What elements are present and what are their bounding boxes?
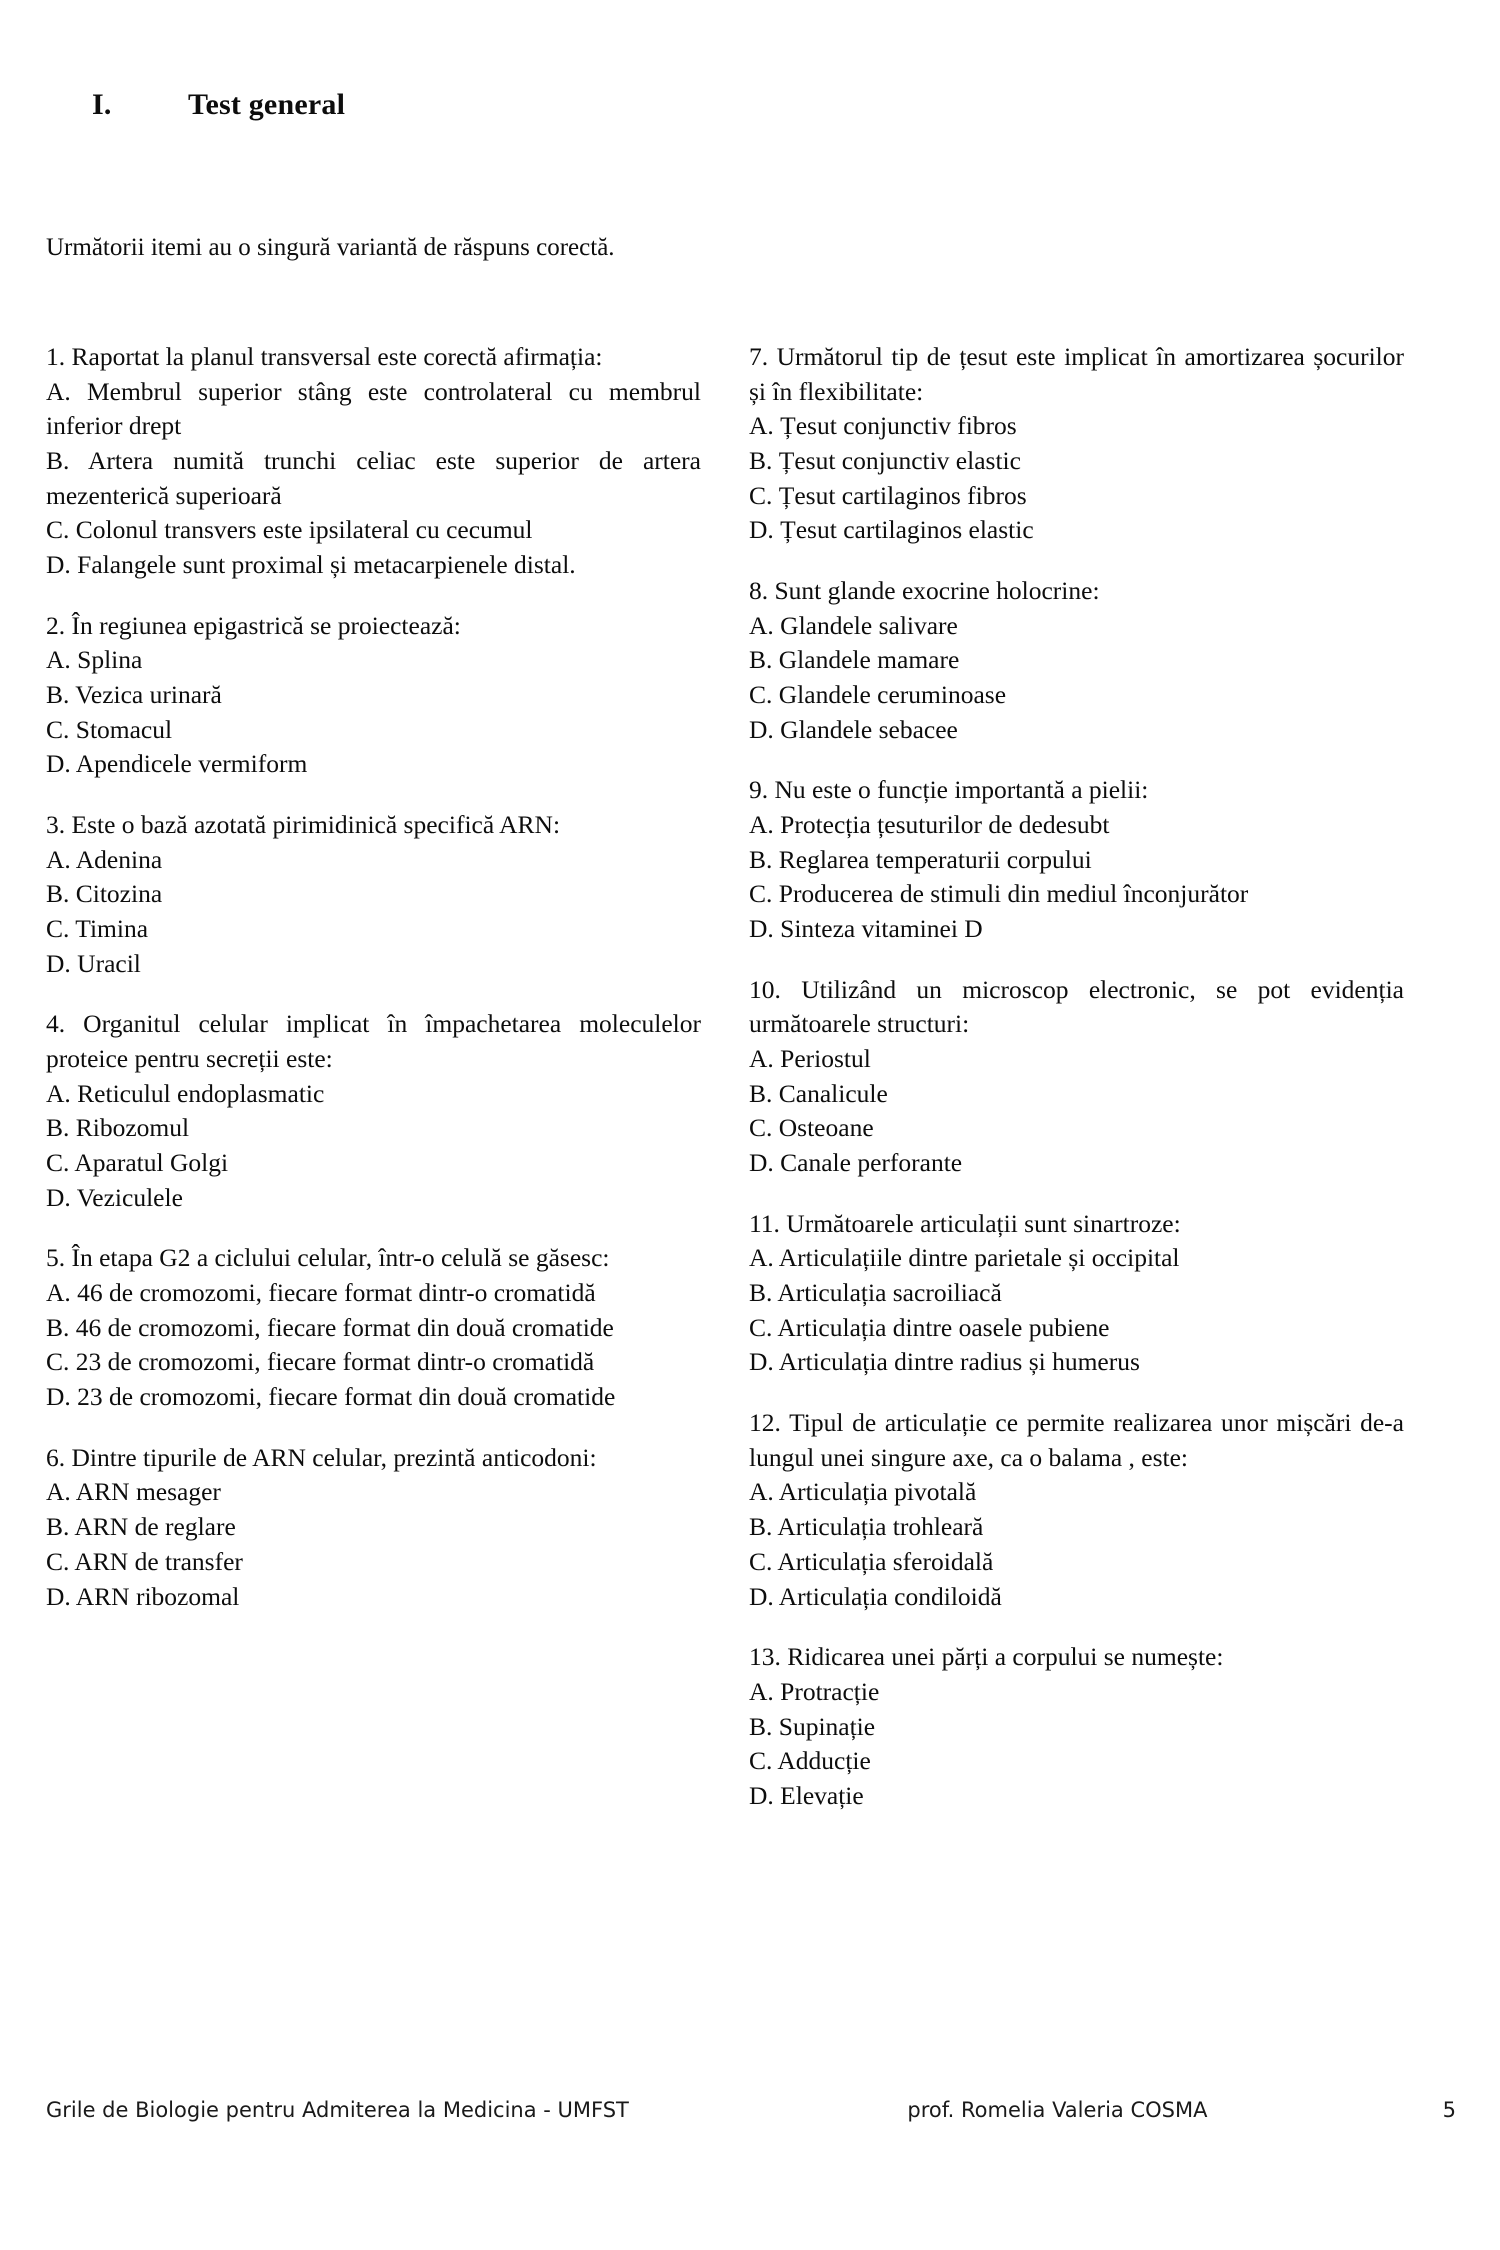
question-option: C. Producerea de stimuli din mediul înconjurător xyxy=(749,879,1249,909)
question-block xyxy=(46,808,701,981)
question-stem: 8. Sunt glande exocrine holocrine: xyxy=(749,576,1100,606)
question-block xyxy=(749,1207,1404,1380)
column-left xyxy=(46,340,701,1840)
question-block xyxy=(749,340,1404,548)
question-option: B. Canalicule xyxy=(749,1078,888,1108)
question-option: B. 46 de cromozomi, fiecare format din două cromatide xyxy=(46,1312,614,1342)
question-option: C. Colonul transvers este ipsilateral cu cecumul xyxy=(46,515,533,545)
question-option: D. ARN ribozomal xyxy=(46,1581,240,1611)
question-option: B. Supinație xyxy=(749,1711,876,1741)
question-option: D. Glandele sebacee xyxy=(749,714,958,744)
question-option: A. ARN mesager xyxy=(46,1477,221,1507)
question-stem: 5. În etapa G2 a ciclului celular, într-o celulă se găsesc: xyxy=(46,1243,610,1273)
question-option: D. Apendicele vermiform xyxy=(46,749,308,779)
footer-page-number: 5 xyxy=(1442,2098,1456,2122)
question-option: C. Articulația sferoidală xyxy=(749,1546,994,1576)
question-block xyxy=(46,1241,701,1414)
question-stem: 6. Dintre tipurile de ARN celular, prezintă anticodoni: xyxy=(46,1442,597,1472)
question-option: C. Stomacul xyxy=(46,714,173,744)
question-option: A. Adenina xyxy=(46,844,163,874)
section-heading xyxy=(92,88,992,122)
question-option: A. Protecția țesuturilor de dedesubt xyxy=(749,810,1110,840)
question-option: D. Uracil xyxy=(46,948,141,978)
column-right xyxy=(749,340,1404,1840)
question-option: A. Țesut conjunctiv fibros xyxy=(749,411,1017,441)
question-option: B. Glandele mamare xyxy=(749,645,960,675)
question-option: A. Reticulul endoplasmatic xyxy=(46,1078,325,1108)
instructions-text: Următorii itemi au o singură variantă de răspuns corectă. xyxy=(46,234,615,261)
question-option: A. Splina xyxy=(46,645,143,675)
question-stem: 7. Următorul tip de țesut este implicat în amortizarea șocurilor și în flexibilitate: xyxy=(749,342,1404,406)
question-option: A. Protracție xyxy=(749,1676,880,1706)
question-option: D. Elevație xyxy=(749,1780,864,1810)
question-option: A. Articulațiile dintre parietale și occipital xyxy=(749,1243,1180,1273)
footer-left-text: Grile de Biologie pentru Admiterea la Medicina - UMFST xyxy=(46,2098,629,2122)
question-option: C. Timina xyxy=(46,914,149,944)
question-stem: 2. În regiunea epigastrică se proiectează: xyxy=(46,610,461,640)
question-block xyxy=(749,773,1404,946)
question-option: A. Membrul superior stâng este controlateral cu membrul inferior drept xyxy=(46,376,701,441)
question-option: D. Veziculele xyxy=(46,1182,183,1212)
question-option: C. Țesut cartilaginos fibros xyxy=(749,480,1027,510)
question-option: C. Osteoane xyxy=(749,1113,874,1143)
question-option: C. Articulația dintre oasele pubiene xyxy=(749,1312,1110,1342)
question-option: B. ARN de reglare xyxy=(46,1512,236,1542)
footer-author: prof. Romelia Valeria COSMA xyxy=(907,2098,1208,2122)
question-option: B. Ribozomul xyxy=(46,1113,190,1143)
question-option: D. Falangele sunt proximal și metacarpienele distal. xyxy=(46,550,576,580)
question-block xyxy=(749,574,1404,747)
question-stem: 10. Utilizând un microscop electronic, se pot evidenția următoarele structuri: xyxy=(749,974,1404,1039)
question-option: A. Articulația pivotală xyxy=(749,1477,977,1507)
question-option: D. Articulația dintre radius și humerus xyxy=(749,1347,1140,1377)
section-title: Test general xyxy=(188,88,346,121)
question-option: D. 23 de cromozomi, fiecare format din două cromatide xyxy=(46,1382,616,1412)
question-stem: 12. Tipul de articulație ce permite realizarea unor mișcări de-a lungul unei singure axe, ca o balama , este: xyxy=(749,1408,1404,1472)
question-stem: 3. Este o bază azotată pirimidinică specifică ARN: xyxy=(46,810,561,840)
section-number: I. xyxy=(92,88,112,121)
question-option: B. Articulația trohleară xyxy=(749,1512,984,1542)
question-block xyxy=(46,1441,701,1614)
question-stem: 11. Următoarele articulații sunt sinartroze: xyxy=(749,1208,1181,1238)
question-block xyxy=(749,973,1404,1181)
question-block xyxy=(46,609,701,782)
question-option: B. Articulația sacroiliacă xyxy=(749,1278,1002,1308)
question-option: C. 23 de cromozomi, fiecare format dintr-o cromatidă xyxy=(46,1347,595,1377)
question-option: A. Glandele salivare xyxy=(749,610,958,640)
question-stem: 1. Raportat la planul transversal este corectă afirmația: xyxy=(46,342,603,371)
question-columns xyxy=(46,340,1456,1840)
question-option: D. Țesut cartilaginos elastic xyxy=(749,515,1034,545)
question-option: D. Sinteza vitaminei D xyxy=(749,914,983,944)
question-block xyxy=(749,1640,1404,1813)
question-stem: 9. Nu este o funcție importantă a pielii: xyxy=(749,775,1149,805)
question-option: B. Citozina xyxy=(46,879,163,909)
question-option: C. Aparatul Golgi xyxy=(46,1148,229,1178)
question-option: B. Țesut conjunctiv elastic xyxy=(749,446,1021,476)
question-option: B. Artera numită trunchi celiac este superior de artera mezenterică superioară xyxy=(46,446,701,510)
question-block xyxy=(749,1406,1404,1614)
question-option: D. Articulația condiloidă xyxy=(749,1581,1002,1611)
question-stem: 13. Ridicarea unei părți a corpului se numește: xyxy=(749,1642,1224,1672)
question-option: A. Periostul xyxy=(749,1044,871,1074)
question-option: C. Glandele ceruminoase xyxy=(749,680,1007,710)
question-block xyxy=(46,1007,701,1215)
page-footer xyxy=(46,2098,1456,2122)
question-option: C. Adducție xyxy=(749,1746,871,1776)
question-stem: 4. Organitul celular implicat în împachetarea moleculelor proteice pentru secreții este: xyxy=(46,1009,701,1074)
question-option: B. Vezica urinară xyxy=(46,680,222,710)
question-block xyxy=(46,340,701,583)
question-option: D. Canale perforante xyxy=(749,1148,963,1178)
question-option: B. Reglarea temperaturii corpului xyxy=(749,844,1092,874)
question-option: C. ARN de transfer xyxy=(46,1546,243,1576)
question-option: A. 46 de cromozomi, fiecare format dintr-o cromatidă xyxy=(46,1278,596,1308)
